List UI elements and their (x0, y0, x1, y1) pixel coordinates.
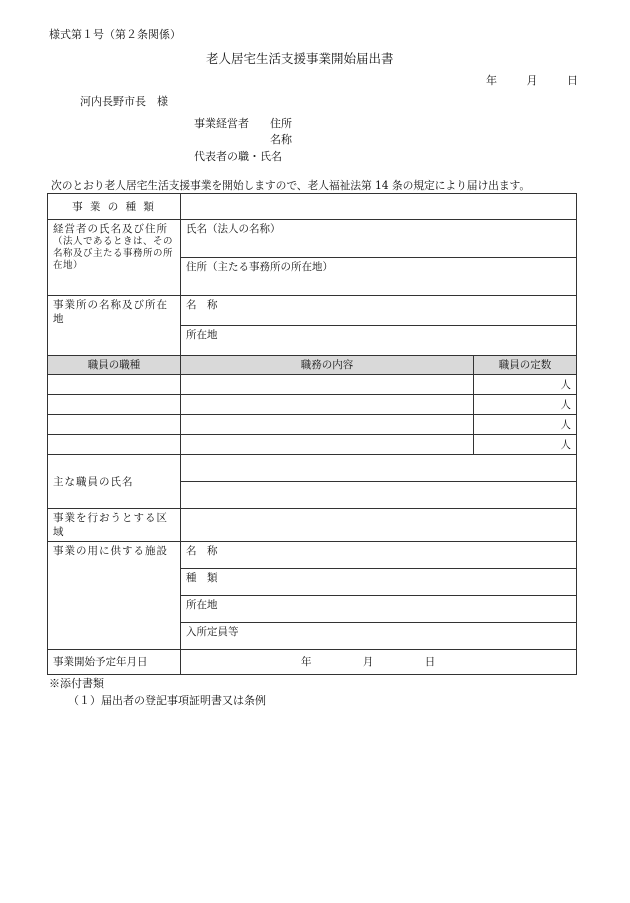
staff-count-field[interactable] (474, 415, 577, 435)
facility-capacity-label: 入所定員等 (186, 626, 239, 638)
staff-type-field[interactable] (48, 435, 181, 455)
staff-duties-field[interactable] (181, 415, 474, 435)
addressee: 河内長野市長 様 (80, 95, 168, 108)
staff-count-field[interactable] (474, 435, 577, 455)
start-date-year: 年 (301, 656, 312, 668)
person-unit: 人 (560, 399, 571, 411)
facility-kind-field[interactable] (181, 569, 577, 596)
attachments-label: ※添付書類 (49, 677, 104, 690)
start-date-month: 月 (362, 656, 374, 668)
office-name-field[interactable] (181, 296, 577, 326)
date-line (486, 72, 578, 88)
operator-address-label: 住所（主たる事務所の所在地） (186, 261, 333, 273)
staff-duties-field[interactable] (181, 395, 474, 415)
staff-duties-field[interactable] (181, 435, 474, 455)
operator-address-label: 住所 (270, 117, 292, 130)
operator-name-label: 氏名（法人の名称） (186, 223, 281, 235)
staff-type-header: 職員の職種 (48, 356, 181, 375)
operator-cell (48, 220, 181, 296)
facility-capacity-field[interactable] (181, 623, 577, 650)
person-unit: 人 (560, 419, 571, 431)
staff-row (48, 375, 577, 395)
staff-type-field[interactable] (48, 415, 181, 435)
main-staff-field-1[interactable] (181, 455, 577, 482)
staff-duties-field[interactable] (181, 375, 474, 395)
person-unit: 人 (560, 439, 571, 451)
main-staff-label: 主な職員の氏名 (48, 455, 181, 509)
operator-name-field[interactable] (181, 220, 577, 258)
attachment-item: （１）届出者の登記事項証明書又は条例 (68, 694, 266, 707)
operator-address-field[interactable] (181, 258, 577, 296)
staff-row (48, 435, 577, 455)
facility-location-field[interactable] (181, 596, 577, 623)
office-location-label: 所在地 (186, 329, 218, 341)
staff-row (48, 395, 577, 415)
staff-count-header: 職員の定数 (474, 356, 577, 375)
staff-type-field[interactable] (48, 395, 181, 415)
start-date-label: 事業開始予定年月日 (48, 650, 181, 675)
staff-count-field[interactable] (474, 375, 577, 395)
facility-kind-label: 種 類 (186, 572, 218, 584)
office-name-label: 名 称 (186, 299, 218, 311)
facility-label: 事業の用に供する施設 (48, 542, 181, 650)
date-month: 月 (526, 74, 538, 87)
form-number: 様式第１号（第２条関係） (49, 28, 181, 41)
office-label: 事業所の名称及び所在地 (48, 296, 181, 356)
intro-text: 次のとおり老人居宅生活支援事業を開始しますので、老人福祉法第 14 条の規定により届け出ます。 (51, 179, 531, 192)
operator-label: 事業経営者 (194, 117, 249, 130)
business-type-label: 事 業 の 種 類 (48, 194, 181, 220)
start-date-field[interactable] (181, 650, 577, 675)
staff-row (48, 415, 577, 435)
facility-name-label: 名 称 (186, 545, 218, 557)
staff-count-field[interactable] (474, 395, 577, 415)
operator-table-label: 経営者の氏名及び住所 (53, 223, 168, 235)
operator-note: （法人であるときは、その名称及び主たる事務所の所在地） (53, 236, 174, 271)
notification-table (47, 193, 577, 675)
date-year: 年 (486, 74, 497, 87)
business-type-field[interactable] (181, 194, 577, 220)
main-staff-field-2[interactable] (181, 482, 577, 509)
area-field[interactable] (181, 509, 577, 542)
staff-type-field[interactable] (48, 375, 181, 395)
date-day: 日 (567, 74, 578, 87)
area-label: 事業を行おうとする区域 (48, 509, 181, 542)
representative-label: 代表者の職・氏名 (194, 150, 282, 163)
start-date-day: 日 (424, 656, 436, 668)
person-unit: 人 (560, 379, 571, 391)
staff-duties-header: 職務の内容 (181, 356, 474, 375)
document-title: 老人居宅生活支援事業開始届出書 (206, 51, 394, 66)
facility-location-label: 所在地 (186, 599, 218, 611)
operator-name-label: 名称 (270, 133, 292, 146)
office-location-field[interactable] (181, 326, 577, 356)
facility-name-field[interactable] (181, 542, 577, 569)
